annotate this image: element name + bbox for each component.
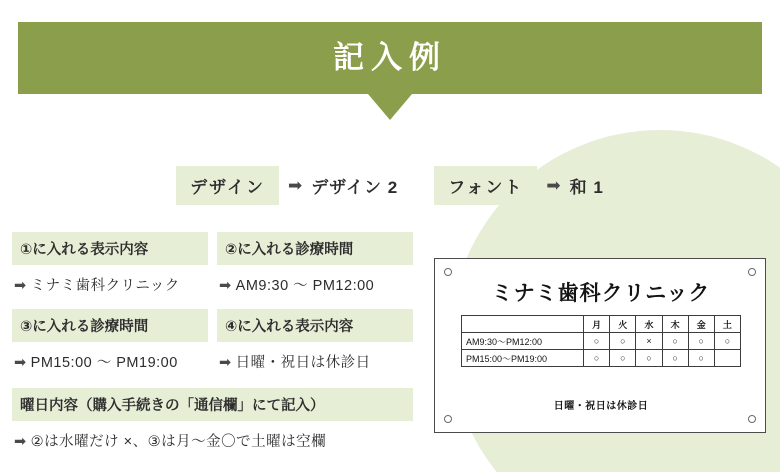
- arrow-right-icon-font: ➡: [546, 175, 561, 195]
- table-row-label: AM9:30〜PM12:00: [462, 333, 584, 350]
- arrow-right-icon: ➡: [219, 278, 232, 294]
- note-value: ②は水曜だけ ×、③は月〜金〇で土曜は空欄: [30, 434, 327, 450]
- sample-plate: [434, 258, 766, 433]
- table-cell: ○: [610, 350, 636, 367]
- arrow-right-icon: ➡: [219, 355, 232, 371]
- table-day-header: 月: [584, 316, 610, 333]
- table-cell: ○: [662, 350, 688, 367]
- table-cell: ×: [636, 333, 662, 350]
- schedule-table: [461, 315, 741, 367]
- table-row: [462, 333, 741, 350]
- arrow-right-icon: ➡: [14, 434, 27, 450]
- field-heading: ②に入れる診療時間: [217, 232, 413, 265]
- table-cell: ○: [584, 333, 610, 350]
- field-value-row: [217, 265, 422, 295]
- screw-icon-top-right: [748, 268, 756, 276]
- table-day-header: 火: [610, 316, 636, 333]
- table-row-label: PM15:00〜PM19:00: [462, 350, 584, 367]
- spec-row: [0, 166, 780, 205]
- table-cell: ○: [636, 350, 662, 367]
- table-corner-cell: [462, 316, 584, 333]
- screw-icon-bottom-right: [748, 415, 756, 423]
- font-label: フォント: [434, 166, 537, 205]
- field-value: PM15:00 〜 PM19:00: [30, 355, 178, 371]
- table-cell: [714, 350, 740, 367]
- table-cell: ○: [688, 350, 714, 367]
- table-header-row: [462, 316, 741, 333]
- field-item: [12, 309, 217, 372]
- banner-arrow-icon: [368, 94, 412, 120]
- design-label: デザイン: [176, 166, 279, 205]
- field-heading: ④に入れる表示内容: [217, 309, 413, 342]
- table-row: [462, 350, 741, 367]
- table-cell: ○: [584, 350, 610, 367]
- field-item: [12, 232, 217, 295]
- field-item: [217, 232, 422, 295]
- table-day-header: 木: [662, 316, 688, 333]
- field-value-row: [12, 342, 217, 372]
- font-value: 和 1: [569, 178, 604, 197]
- field-heading: ①に入れる表示内容: [12, 232, 208, 265]
- arrow-right-icon-design: ➡: [287, 175, 303, 195]
- field-item: [217, 309, 422, 372]
- note-item: [12, 388, 422, 451]
- fields-section: [12, 232, 422, 451]
- table-cell: ○: [662, 333, 688, 350]
- note-heading: 曜日内容（購入手続きの「通信欄」にて記入）: [12, 388, 413, 421]
- screw-icon-top-left: [444, 268, 452, 276]
- arrow-right-icon: ➡: [14, 355, 27, 371]
- page-title: 記入例: [333, 40, 447, 75]
- fields-grid: [12, 232, 422, 386]
- plate-title: ミナミ歯科クリニック: [491, 282, 711, 305]
- table-day-header: 金: [688, 316, 714, 333]
- field-value: 日曜・祝日は休診日: [235, 355, 371, 371]
- plate-footer-note: 日曜・祝日は休診日: [553, 401, 649, 412]
- table-cell: ○: [688, 333, 714, 350]
- header-banner: [18, 22, 762, 94]
- screw-icon-bottom-left: [444, 415, 452, 423]
- arrow-right-icon: ➡: [14, 278, 27, 294]
- table-cell: ○: [610, 333, 636, 350]
- field-value-row: [217, 342, 422, 372]
- note-value-row: [12, 421, 422, 451]
- field-value: ミナミ歯科クリニック: [30, 278, 180, 294]
- table-cell: ○: [714, 333, 740, 350]
- field-value-row: [12, 265, 217, 295]
- field-value: AM9:30 〜 PM12:00: [235, 278, 375, 294]
- field-heading: ③に入れる診療時間: [12, 309, 208, 342]
- table-day-header: 水: [636, 316, 662, 333]
- table-day-header: 土: [714, 316, 740, 333]
- design-value: デザイン 2: [311, 178, 399, 197]
